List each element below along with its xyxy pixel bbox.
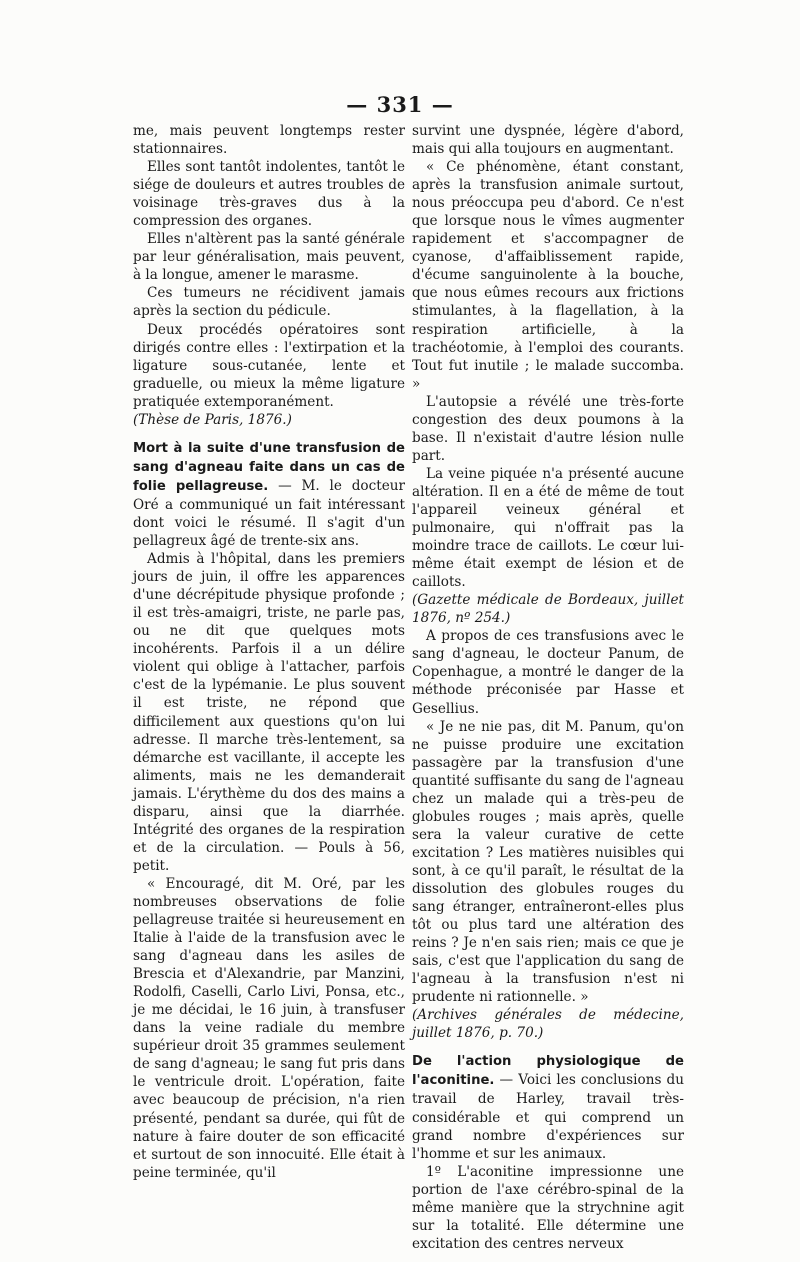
section-spacer (133, 429, 405, 439)
paragraph: « Ce phénomène, étant constant, après la transfusion animale surtout, nous préoccupa peu d'abord. Ce n'est que lorsque nous le vîmes augmenter rapidement et s'accompagner de cyanose, d'affaiblissement rapide, d'écume sanguinolente à la bouche, que nous eûmes recours aux frictions stimulantes, à la flagellation, à la respiration artificielle, à la trachéotomie, à l'emploi des courants. Tout fut inutile ; le malade succomba. » (412, 159, 684, 392)
paragraph: Admis à l'hôpital, dans les premiers jours de juin, il offre les apparences d'une décrépitude physique profonde ; il est très-amaigri, triste, ne parle pas, ou ne dit que quelques mots incohérents. Parfois il a un délire violent qui oblige à l'attacher, parfois c'est de la lypémanie. Le plus souvent il est triste, ne répond que difficilement aux questions qu'on lui adresse. Il marche très-lentement, sa démarche est vacillante, il accepte les aliments, mais ne les demanderait jamais. L'érythème du dos des mains a disparu, ainsi que la diarrhée. Intégrité des organes de la respiration et de la circulation. — Pouls à 56, petit. (133, 551, 405, 874)
paragraph: Ces tumeurs ne récidivent jamais après la section du pédicule. (133, 285, 405, 320)
section-intro: — M. le docteur Oré a communiqué un fait intéressant dont voici le résumé. Il s'agit d'un pellagreux âgé de trente-six ans. (133, 477, 405, 550)
citation-text: (Thèse de Paris, 1876.) (133, 411, 292, 428)
page-number: — 331 — (346, 92, 454, 117)
section-heading: Mort à la suite d'une transfusion de sang d'agneau faite dans un cas de folie pellagreuse. (133, 440, 405, 494)
left-column (133, 122, 405, 1182)
section-paragraph (133, 439, 405, 550)
paragraph: 1º L'aconitine impressionne une portion de l'axe cérébro-spinal de la même manière que la strychnine agit sur la totalité. Elle détermine une excitation des centres nerveux (412, 1163, 684, 1252)
paragraph: « Je ne nie pas, dit M. Panum, qu'on ne puisse produire une excitation passagère par la transfusion d'une quantité suffisante du sang de l'agneau chez un malade qui a très-peu de globules rouges ; mais après, quelle sera la valeur curative de cette excitation ? Les matières nuisibles qui sont, à ce qu'il paraît, le résultat de la dissolution des globules rouges du sang étranger, entraîneront-elles plus tôt ou plus tard une altération des reins ? Je n'en sais rien; mais ce que je sais, c'est que l'application du sang de l'agneau à la transfusion n'est ni prudente ni rationnelle. » (412, 718, 684, 1006)
citation (133, 411, 405, 429)
citation-text: (Archives générales de médecine, juillet 1876, p. 70.) (412, 1007, 684, 1042)
paragraph: A propos de ces transfusions avec le sang d'agneau, le docteur Panum, de Copenhague, a montré le danger de la méthode préconisée par Hasse et Gesellius. (412, 628, 684, 717)
section-heading: De l'action physiologique de l'aconitine. (412, 1054, 684, 1089)
citation (412, 591, 684, 627)
citation (412, 1006, 684, 1042)
paragraph: Elles sont tantôt indolentes, tantôt le siége de douleurs et autres troubles de voisinage très-graves dus à la compression des organes. (133, 159, 405, 230)
paragraph: La veine piquée n'a présenté aucune altération. Il en a été de même de tout l'appareil veineux général et pulmonaire, qui n'offrait pas la moindre trace de caillots. Le cœur lui-même était exempt de lésion et de caillots. (412, 465, 684, 591)
paragraph: Deux procédés opératoires sont dirigés contre elles : l'extirpation et la ligature sous-cutanée, lente et graduelle, ou mieux la même ligature pratiquée extemporanément. (133, 321, 405, 410)
paragraph: L'autopsie a révélé une très-forte congestion des deux poumons à la base. Il n'existait d'autre lésion nulle part. (412, 393, 684, 464)
citation-text: (Gazette médicale de Bordeaux, juillet 1876, nº 254.) (412, 592, 684, 627)
section-spacer (412, 1042, 684, 1052)
paragraph: Elles n'altèrent pas la santé générale par leur généralisation, mais peuvent, à la longue, amener le marasme. (133, 231, 405, 284)
paragraph: me, mais peuvent longtemps rester stationnaires. (133, 123, 405, 158)
right-column (412, 122, 684, 1253)
paragraph: survint une dyspnée, légère d'abord, mais qui alla toujours en augmentant. (412, 123, 684, 158)
section-intro: — Voici les conclusions du travail de Harley, travail très-considérable et qui comprend un grand nombre d'expériences sur l'homme et sur les animaux. (412, 1072, 684, 1162)
paragraph: « Encouragé, dit M. Oré, par les nombreuses observations de folie pellagreuse traitée si heureusement en Italie à l'aide de la transfusion avec le sang d'agneau dans les asiles de Brescia et d'Alexandrie, par Manzini, Rodolfi, Caselli, Carlo Livi, Ponsa, etc., je me décidai, le 16 juin, à transfuser dans la veine radiale du membre supérieur droit 35 grammes seulement de sang d'agneau; le sang fut pris dans le ventricule droit. L'opération, faite avec beaucoup de précision, n'a rien présenté, pendant sa durée, qui fût de nature à faire douter de son efficacité et surtout de son innocuité. Elle était à peine terminée, qu'il (133, 875, 405, 1181)
section-paragraph (412, 1052, 684, 1162)
